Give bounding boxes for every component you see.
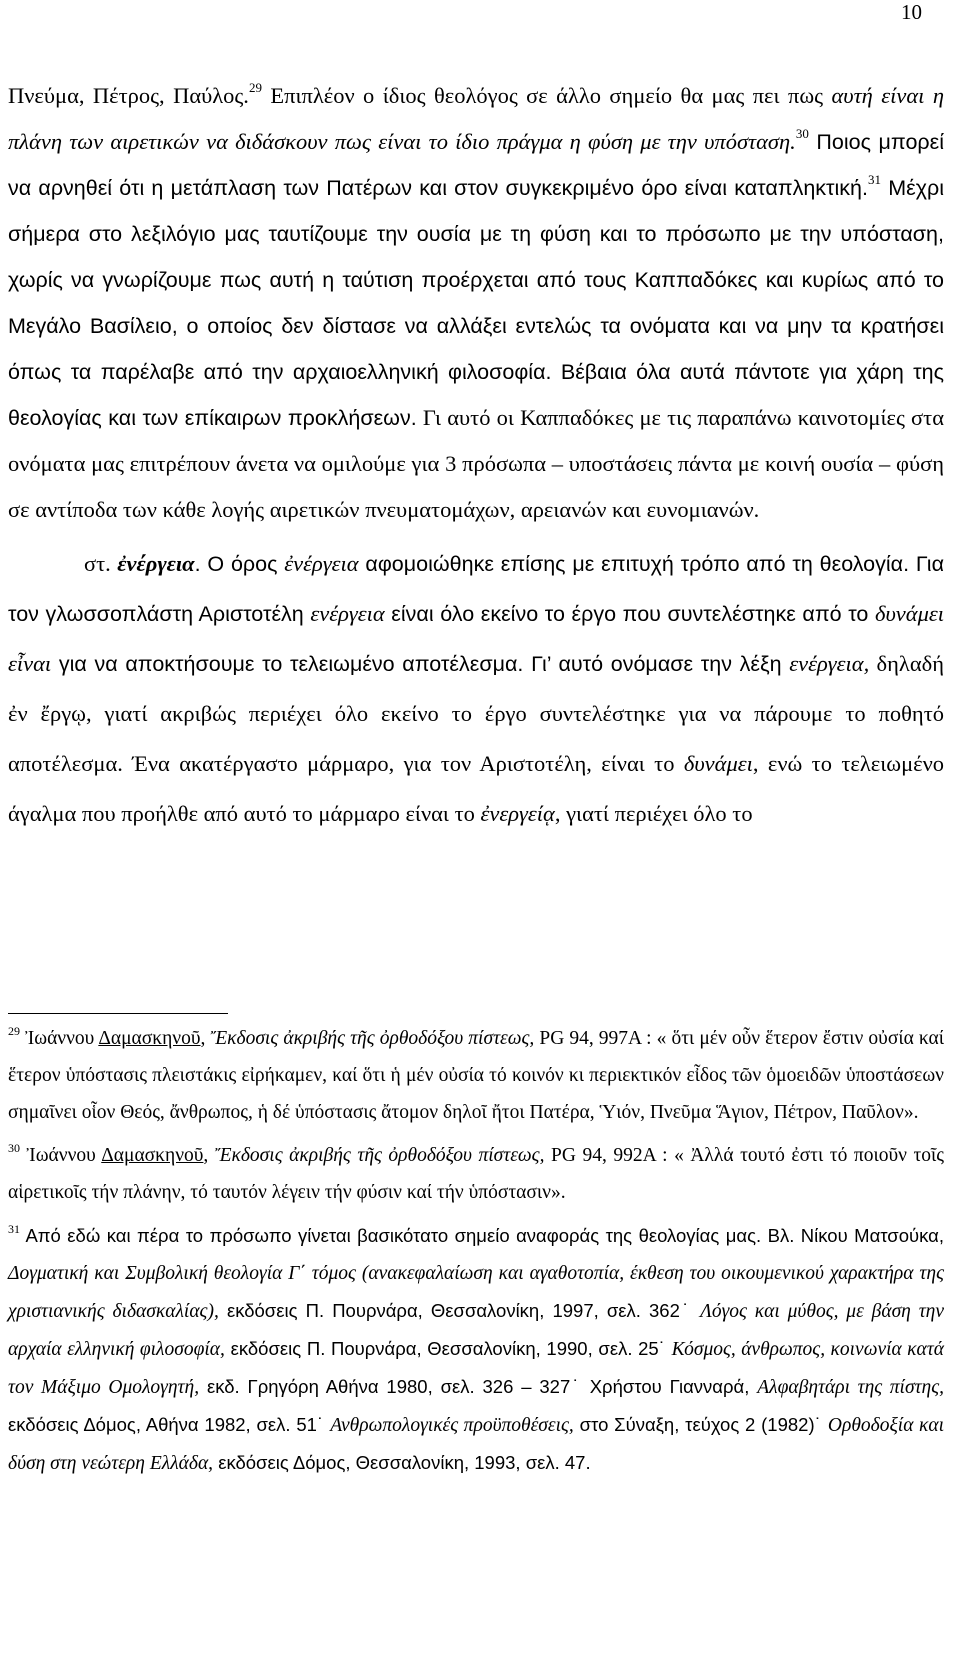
page-number: 10	[901, 0, 922, 24]
main-text	[8, 73, 944, 839]
footnote-30: $^{30}$ Ἰωάννου Δαμασκηνοῦ, Ἔκδοσις ἀκριβής τῆς ὀρθοδόξου πίστεως, PG 94, 992A : « Ἀλλά τουτό ἐστι τό ποιοῦν τοῖς αἱρετικοῖς τήν πλάνην, τό ταυτόν λέγειν τήν φύσιν καί τήν ὑπόστασιν».	[8, 1141, 944, 1203]
paragraph-2: στ. ἐνέργεια. Ο όρος ἐνέργεια αφομοιώθηκε επίσης με επιτυχή τρόπο από τη θεολογία. Για τον γλωσσοπλάστη Αριστοτέλη ενέργεια είναι όλο εκείνο το έργο που συντελέστηκε από το δυνάμει εἶναι για να αποκτήσουμε το τελειωμένο αποτέλεσμα. Γι’ αυτό ονόμασε την λέξη ενέργεια, δηλαδή ἐν ἔργῳ, γιατί ακριβώς περιέχει όλο εκείνο το έργο συντελέστηκε για να πάρουμε το ποθητό αποτέλεσμα. Ένα ακατέργαστο μάρμαρο, για τον Αριστοτέλη, είναι το δυνάμει, ενώ το τελειωμένο άγαλμα που προήλθε από αυτό το μάρμαρο είναι το ἐνεργείᾳ, γιατί περιέχει όλο το	[8, 551, 945, 826]
footnote-ref-31[interactable]: 31	[868, 172, 881, 187]
footnote-ref-30[interactable]: 30	[795, 126, 809, 141]
footnote-ref-29[interactable]: 29	[248, 80, 262, 95]
footnote-31: $^{31}$ Από εδώ και πέρα το πρόσωπο γίνεται βασικότατο σημείο αναφοράς της θεολογίας μας. Βλ. Νίκου Ματσούκα, Δογματική και Συμβολική θεολογία Γ΄ τόμος (ανακεφαλαίωση και αγαθοτοπία, έκθεση του οικουμενικού χαρακτήρα της χριστιανικής διδασκαλίας), εκδόσεις Π. Πουρνάρα, Θεσσαλονίκη, 1997, σελ. 362˙ Λόγος και μύθος, με βάση την αρχαία ελληνική φιλοσοφία, εκδόσεις Π. Πουρνάρα, Θεσσαλονίκη, 1990, σελ. 25˙ Κόσμος, άνθρωπος, κοινωνία κατά τον Μάξιμο Ομολογητή, εκδ. Γρηγόρη Αθήνα 1980, σελ. 326 – 327˙ Χρήστου Γιανναρά, Αλφαβητάρι της πίστης, εκδόσεις Δόμος, Αθήνα 1982, σελ. 51˙ Ανθρωπολογικές προϋποθέσεις, στο Σύναξη, τεύχος 2 (1982)˙ Ορθοδοξία και δύση στη νεώτερη Ελλάδα, εκδόσεις Δόμος, Θεσσαλονίκη, 1993, σελ. 47.	[8, 1222, 945, 1474]
footnote-separator	[8, 1013, 228, 1014]
footnote-29: $^{29}$ Ἰωάννου Δαμασκηνοῦ, Ἔκδοσις ἀκριβής τῆς ὀρθοδόξου πίστεως, PG 94, 997A : « ὅτι μέν οὖν ἕτερον ἔστιν οὐσία καί ἕτερον ὑπόστασις πλειστάκις εἰρήκαμεν, καί ὅτι ἡ μέν οὐσία τό κοινόν κι περιεκτικόν εἶδος τῶν ὁμοειδῶν ὑποστάσεων σημαῖνει οἷον Θεός, ἄνθρωπος, ἡ δέ ὑπόστασις ἄτομον δηλοῖ ἤτοι Πατέρα, Ὑιόν, Πνεῦμα Ἅγιον, Πέτρον, Παῦλον».	[8, 1024, 944, 1123]
paragraph-1: Πνεύμα, Πέτρος, Παύλος.$^{29}$ Επιπλέον ο ίδιος θεολόγος σε άλλο σημείο θα μας πει πως αυτή είναι η πλάνη των αιρετικών να διδάσκουν πως είναι το ίδιο πράγμα η φύση με την υπόσταση.$^{30}$ Ποιος μπορεί να αρνηθεί ότι η μετάπλαση των Πατέρων και στον συγκεκριμένο όρο είναι καταπληκτική.$^{31}$ Μέχρι σήμερα στο λεξιλόγιο μας ταυτίζουμε την ουσία με τη φύση και το πρόσωπο με την υπόσταση, χωρίς να γνωρίζουμε πως αυτή η ταύτιση προέρχεται από τους Καππαδόκες και κυρίως από το Μεγάλο Βασίλειο, ο οποίος δεν δίστασε να αλλάξει εντελώς τα ονόματα και να μην τα κρατήσει όπως τα παρέλαβε από την αρχαιοελληνική φιλοσοφία. Βέβαια όλα αυτά πάντοτε για χάρη της θεολογίας και των επίκαιρων προκλήσεων. Γι αυτό οι Καππαδόκες με τις παραπάνω καινοτομίες στα ονόματα μας επιτρέπουν άνετα να ομιλούμε για 3 πρόσωπα – υποστάσεις πάντα με κοινή ουσία – φύση σε αντίποδα των κάθε λογής αιρετικών πνευματομάχων, αρειανών και ευνομιανών.	[8, 80, 945, 522]
footnotes	[8, 1020, 944, 1482]
